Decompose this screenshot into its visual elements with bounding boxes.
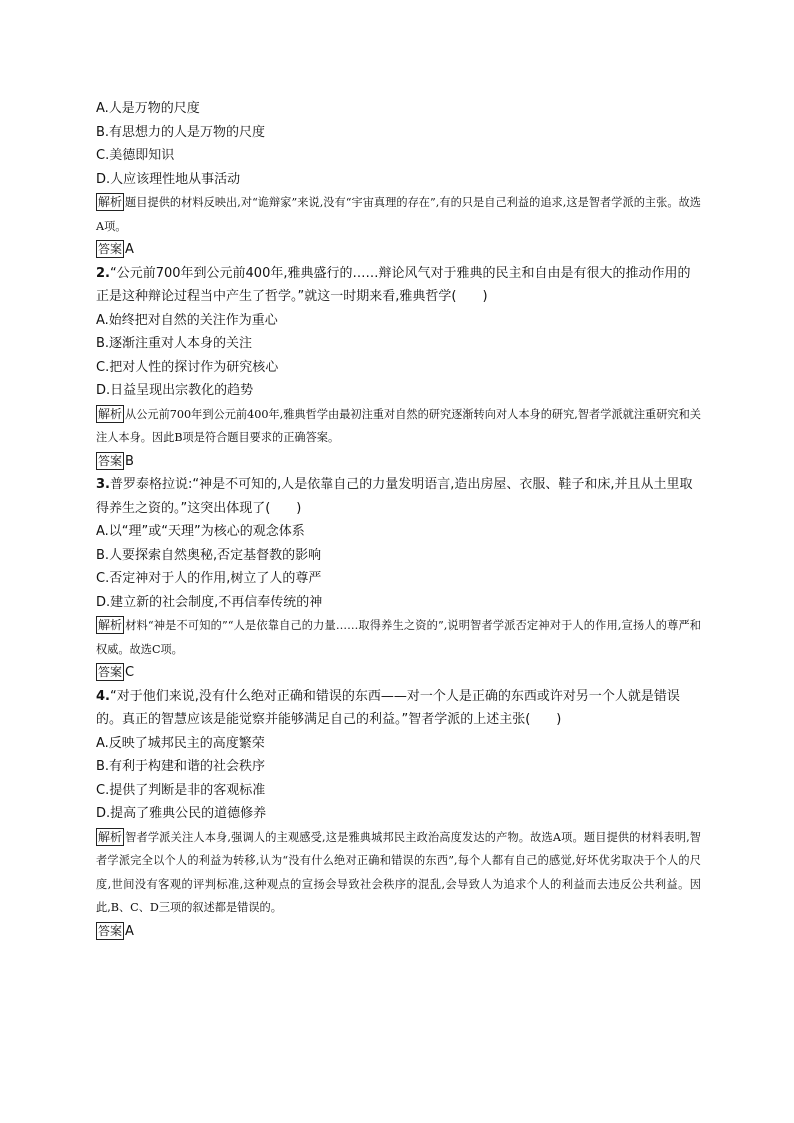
- question-1: [96, 97, 701, 262]
- question-text: “对于他们来说,没有什么绝对正确和错误的东西——对一个人是正确的东西或许对另一个人就是错误的。真正的智慧应该是能觉察并能够满足自己的利益。”智者学派的上述主张( ): [96, 688, 680, 727]
- option-d: D.人应该理性地从事活动: [96, 171, 241, 187]
- option-d: D.建立新的社会制度,不再信奉传统的神: [96, 594, 323, 610]
- answer-value: A: [125, 923, 134, 939]
- analysis-label: 解析: [98, 195, 123, 209]
- answer-block: [96, 450, 701, 474]
- option-d: D.提高了雅典公民的道德修养: [96, 806, 267, 821]
- analysis-text: 材料“神是不可知的”“人是依靠自己的力量……取得养生之资的”,说明智者学派否定神对于人的作用,宣扬人的尊严和权威。故选C项。: [96, 619, 701, 656]
- analysis-text: 智者学派关注人本身,强调人的主观感受,这是雅典城邦民主政治高度发达的产物。故选A项。题目提供的材料表明,智者学派完全以个人的利益为转移,认为“没有什么绝对正确和错误的东西”,每个人都有自己的感觉,好坏优劣取决于个人的尺度,世间没有客观的评判标准,这种观点的宣扬会导致社会秩序的混乱,会导致人为追求个人的利益而去违反公共利益。因此,B、C、D三项的叙述都是错误的。: [96, 830, 701, 914]
- analysis-block: [96, 614, 701, 661]
- option-c: C.提供了判断是非的客观标准: [96, 782, 266, 798]
- question-4: [96, 685, 701, 944]
- option-b: B.有思想力的人是万物的尺度: [96, 124, 266, 140]
- option-a: A.以“理”或“天理”为核心的观念体系: [96, 524, 305, 539]
- analysis-block: [96, 826, 701, 920]
- analysis-label: 解析: [98, 406, 123, 421]
- option-b: B.人要探索自然奥秘,否定基督教的影响: [96, 547, 322, 563]
- question-stem: [96, 262, 701, 309]
- answer-label: 答案: [98, 242, 123, 256]
- option-a: A.人是万物的尺度: [96, 101, 200, 116]
- analysis-block: [96, 403, 701, 450]
- option-c: C.否定神对于人的作用,树立了人的尊严: [96, 571, 322, 586]
- question-number: 4.: [96, 688, 110, 704]
- question-number: 2.: [96, 265, 110, 281]
- analysis-block: [96, 191, 701, 238]
- question-text: “公元前700年到公元前400年,雅典盛行的……辩论风气对于雅典的民主和自由是有很大的推动作用的正是这种辩论过程当中产生了哲学。”就这一时期来看,雅典哲学( ): [96, 265, 691, 304]
- option-a: A.始终把对自然的关注作为重心: [96, 312, 278, 328]
- option-b: B.逐渐注重对人本身的关注: [96, 336, 253, 351]
- answer-label: 答案: [98, 453, 123, 468]
- option-c: C.把对人性的探讨作为研究核心: [96, 359, 279, 375]
- answer-block: [96, 238, 701, 262]
- question-text: 普罗泰格拉说:“神是不可知的,人是依靠自己的力量发明语言,造出房屋、衣服、鞋子和床,并且从土里取得养生之资的。”这突出体现了( ): [96, 477, 693, 516]
- option-c: C.美德即知识: [96, 148, 175, 163]
- analysis-text: 题目提供的材料反映出,对“诡辩家”来说,没有“宇宙真理的存在”,有的只是自己利益的追求,这是智者学派的主张。故选A项。: [96, 196, 701, 233]
- question-stem: [96, 473, 701, 520]
- option-b: B.有利于构建和谐的社会秩序: [96, 759, 266, 774]
- answer-block: [96, 661, 701, 685]
- option-a: A.反映了城邦民主的高度繁荣: [96, 735, 265, 751]
- answer-value: B: [125, 453, 134, 469]
- analysis-text: 从公元前700年到公元前400年,雅典哲学由最初注重对自然的研究逐渐转向对人本身的研究,智者学派就注重研究和关注人本身。因此B项是符合题目要求的正确答案。: [96, 407, 701, 444]
- answer-label: 答案: [98, 665, 123, 679]
- question-number: 3.: [96, 477, 110, 492]
- analysis-label: 解析: [98, 618, 123, 632]
- document-page: [96, 97, 701, 943]
- question-3: [96, 473, 701, 685]
- answer-label: 答案: [98, 923, 123, 938]
- option-d: D.日益呈现出宗教化的趋势: [96, 383, 254, 398]
- question-stem: [96, 685, 701, 732]
- answer-value: C: [125, 665, 135, 680]
- answer-value: A: [125, 242, 134, 257]
- question-2: [96, 262, 701, 474]
- answer-block: [96, 920, 701, 944]
- analysis-label: 解析: [98, 829, 123, 844]
